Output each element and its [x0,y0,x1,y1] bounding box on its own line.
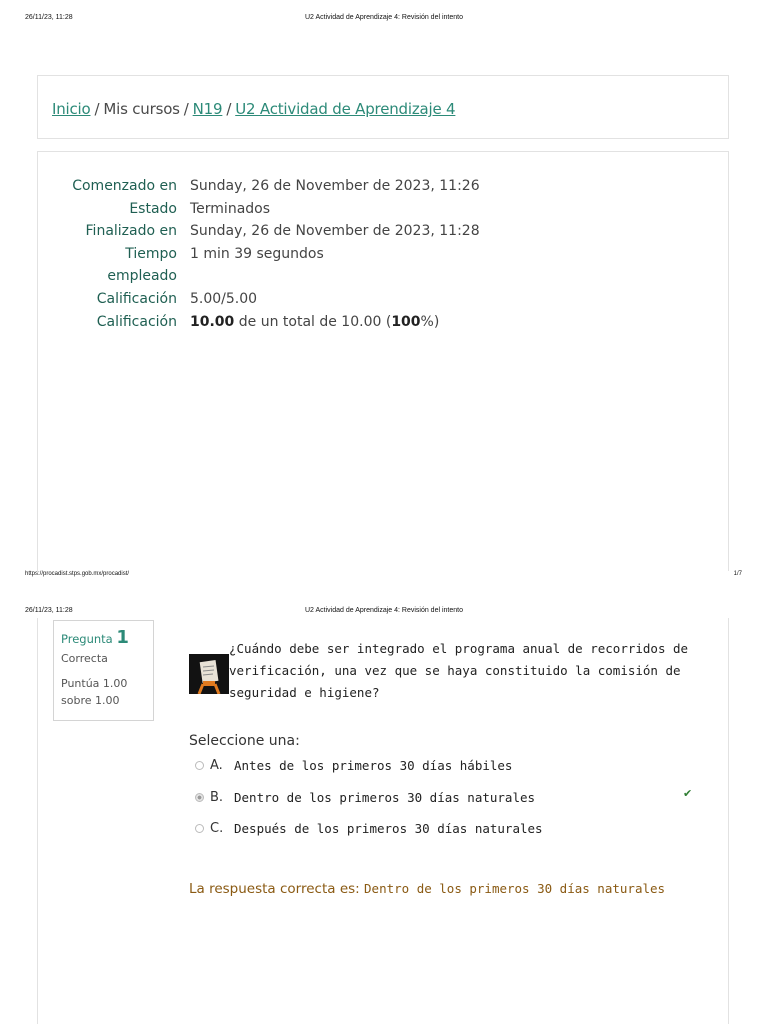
marks-label: Calificación [96,290,177,307]
print-date: 26/11/23, 11:28 [25,607,73,614]
summary-row-started [60,175,660,198]
breadcrumb-my-courses: Mis cursos [103,100,180,118]
option-letter: B. [210,790,224,805]
breadcrumb-separator: / [94,100,100,118]
breadcrumb-separator: / [226,100,232,118]
radio-button[interactable] [195,761,204,770]
option-text: Después de los primeros 30 días naturales [234,821,543,836]
option-text: Antes de los primeros 30 días hábiles [234,758,513,773]
option-letter: C. [210,821,224,836]
correct-answer-feedback [189,881,665,897]
time-label-line1: Tiempo [125,245,177,262]
radio-button-selected[interactable] [195,793,204,802]
summary-row-state [60,198,660,221]
grade-value [190,311,660,334]
question-grade: Puntúa 1.00 sobre 1.00 [61,677,128,707]
marks-value: 5.00/5.00 [190,290,258,307]
question-number-value: 1 [116,627,129,648]
finished-value: Sunday, 26 de November de 2023, 11:28 [190,223,480,240]
breadcrumb-home-link[interactable]: Inicio [52,100,91,118]
breadcrumb-separator: / [183,100,189,118]
select-one-label: Seleccione una: [189,733,300,749]
print-title: U2 Actividad de Aprendizaje 4: Revisión del intento [305,14,463,21]
correct-answer-text: Dentro de los primeros 30 días naturales [364,881,666,896]
finished-label: Finalizado en [85,223,177,240]
grade-label: Calificación [96,313,177,330]
summary-row-finished [60,220,660,243]
summary-row-grade [60,311,660,334]
started-label: Comenzado en [72,178,177,194]
print-page-number: 1/7 [733,571,742,577]
attempt-summary-table [60,175,660,333]
print-title: U2 Actividad de Aprendizaje 4: Revisión del intento [305,607,463,614]
correct-answer-prefix: La respuesta correcta es: [189,881,365,897]
answer-option-c[interactable] [195,821,543,836]
question-info-box [53,620,154,721]
breadcrumb [52,100,455,118]
print-header-page1 [0,14,768,28]
radio-button[interactable] [195,824,204,833]
grade-percent: 100 [391,313,421,330]
grade-total-text: de un total de 10.00 ( [234,313,392,330]
question-text: ¿Cuándo debe ser integrado el programa anual de recorridos de verificación, una vez que se haya constituido la comisión de seguridad e higiene? [229,641,689,700]
clipboard-icon [189,654,229,694]
option-letter: A. [210,758,223,773]
question-number [61,627,146,648]
question-label: Pregunta [61,632,113,646]
print-url: https://procadist.stps.gob.mx/procadist/ [25,571,130,577]
state-value: Terminados [190,200,271,217]
state-label: Estado [129,200,177,217]
question-state: Correcta [61,652,108,665]
grade-percent-suffix: %) [420,313,440,330]
time-value: 1 min 39 segundos [190,245,324,262]
time-label [60,243,190,288]
started-value: Sunday, 26 de November de 2023, 11:26 [190,178,480,194]
answer-option-b[interactable] [195,790,535,805]
check-icon: ✔ [683,788,693,800]
answer-option-a[interactable] [195,758,512,773]
breadcrumb-activity-link[interactable]: U2 Actividad de Aprendizaje 4 [235,100,456,118]
question-image [189,654,229,694]
option-text: Dentro de los primeros 30 días naturales [234,790,536,805]
grade-score: 10.00 [190,313,235,330]
summary-row-marks [60,288,660,311]
breadcrumb-course-link[interactable]: N19 [192,100,223,118]
print-date: 26/11/23, 11:28 [25,14,73,21]
summary-row-time [60,243,660,288]
time-label-line2: empleado [107,268,177,285]
